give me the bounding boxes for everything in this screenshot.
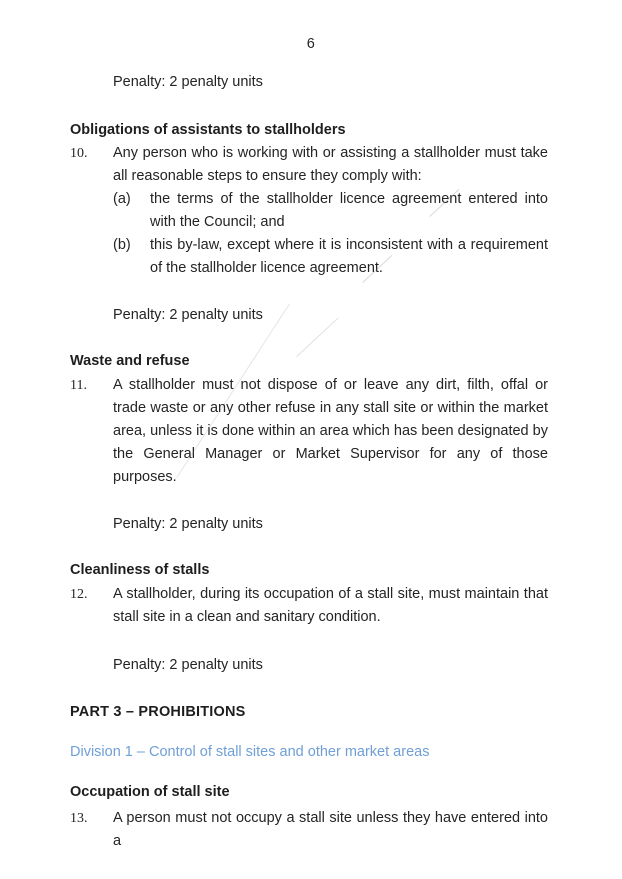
clause-body (113, 583, 548, 629)
part-heading: PART 3 – PROHIBITIONS (70, 704, 246, 720)
division-heading: Division 1 – Control of stall sites and other market areas (70, 744, 430, 760)
clause-text: A stallholder, during its occupation of a stall site, must maintain that stall site in a clean and sanitary condition. (113, 586, 548, 625)
clause-10 (70, 142, 548, 280)
clause-body (113, 142, 548, 280)
section-heading: Waste and refuse (70, 353, 190, 369)
penalty-line: Penalty: 2 penalty units (113, 657, 263, 673)
subclause-b (113, 234, 548, 280)
subclause-a (113, 188, 548, 234)
subclause-label: (a) (113, 191, 131, 207)
clause-body (113, 807, 548, 853)
clause-body (113, 374, 548, 489)
penalty-line: Penalty: 2 penalty units (113, 74, 263, 90)
penalty-line: Penalty: 2 penalty units (113, 307, 263, 323)
clause-number: 11. (70, 378, 87, 393)
clause-12 (70, 583, 548, 629)
section-heading: Occupation of stall site (70, 784, 230, 800)
clause-number: 12. (70, 587, 88, 602)
section-heading: Obligations of assistants to stallholders (70, 122, 346, 138)
clause-text: A stallholder must not dispose of or leave any dirt, filth, offal or trade waste or any other refuse in any stall site or within the market area, unless it is done within an area which has been designated by the General Manager or Market Supervisor for any of those purposes. (113, 377, 548, 485)
section-heading: Cleanliness of stalls (70, 562, 210, 578)
penalty-line: Penalty: 2 penalty units (113, 516, 263, 532)
clause-11 (70, 374, 548, 489)
subclause-text: this by-law, except where it is inconsistent with a requirement of the stallholder licence agreement. (150, 237, 548, 276)
clause-13 (70, 807, 548, 853)
clause-text: A person must not occupy a stall site unless they have entered into a (113, 810, 548, 849)
clause-text: Any person who is working with or assisting a stallholder must take all reasonable steps to ensure they comply with: (113, 145, 548, 184)
clause-number: 10. (70, 146, 88, 161)
subclause-label: (b) (113, 237, 131, 253)
page-number: 6 (306, 36, 316, 52)
page-content (0, 71, 622, 853)
clause-number: 13. (70, 811, 88, 826)
subclause-text: the terms of the stallholder licence agreement entered into with the Council; and (150, 191, 548, 230)
